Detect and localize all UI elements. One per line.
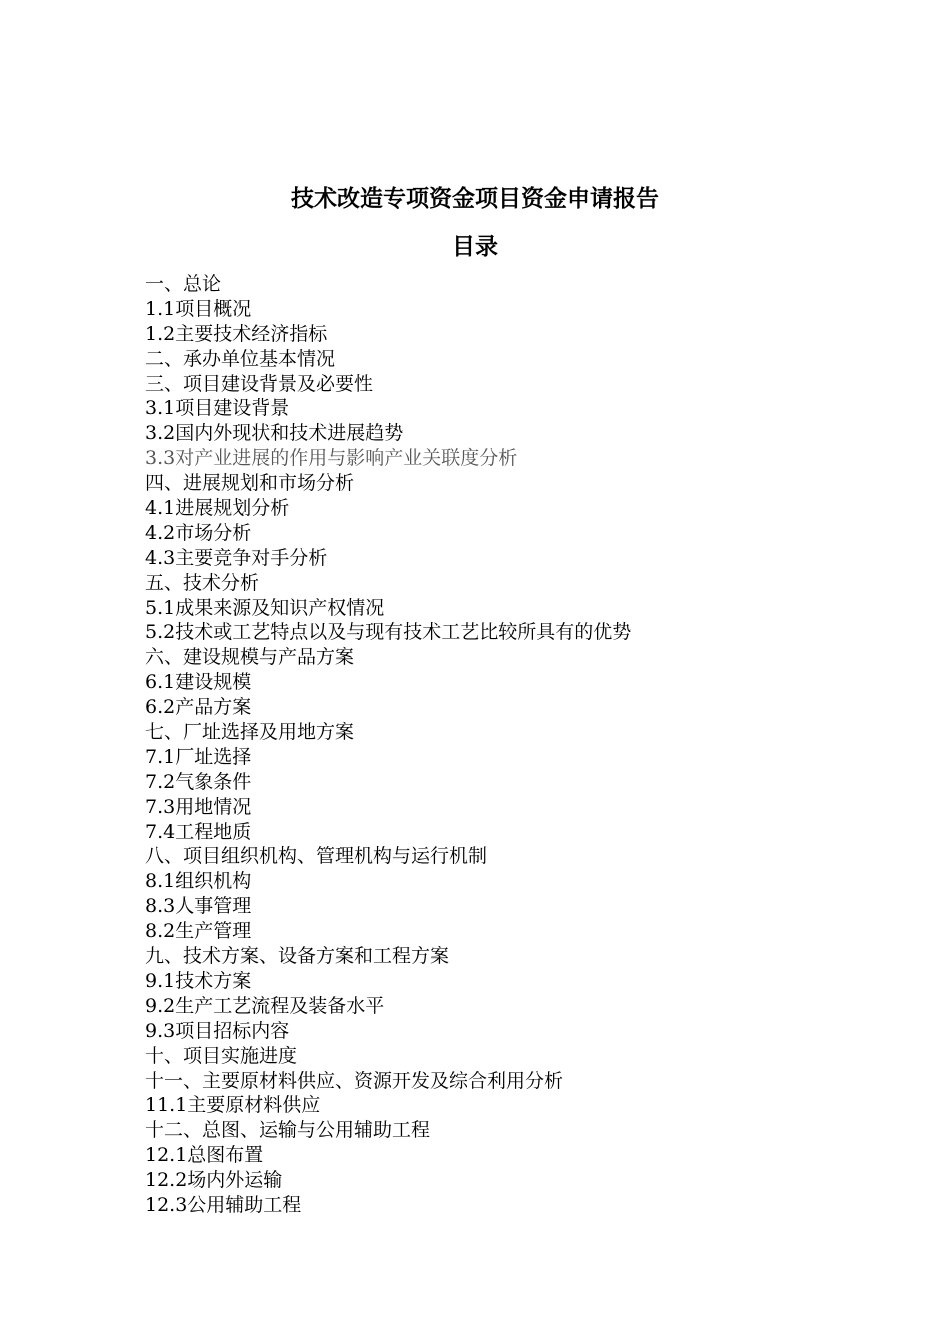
toc-item: 7.1厂址选择 xyxy=(145,745,252,768)
toc-item: 3.3对产业进展的作用与影响产业关联度分析 xyxy=(145,447,518,470)
toc-item: 二、承办单位基本情况 xyxy=(145,347,336,370)
toc-item: 四、进展规划和市场分析 xyxy=(145,472,355,495)
toc-item: 4.3主要竞争对手分析 xyxy=(145,546,328,569)
toc-item: 五、技术分析 xyxy=(145,571,260,594)
toc-item: 6.1建设规模 xyxy=(145,671,252,694)
toc-item: 1.1项目概况 xyxy=(145,297,252,320)
toc-item: 3.1项目建设背景 xyxy=(145,397,290,420)
toc-item: 十一、主要原材料供应、资源开发及综合利用分析 xyxy=(145,1069,564,1092)
toc-item: 3.2国内外现状和技术进展趋势 xyxy=(145,422,404,445)
toc-item: 5.2技术或工艺特点以及与现有技术工艺比较所具有的优势 xyxy=(145,621,632,644)
toc-item: 8.2生产管理 xyxy=(145,920,252,943)
toc-item: 4.1进展规划分析 xyxy=(145,497,290,520)
toc-item: 1.2主要技术经济指标 xyxy=(145,322,328,345)
toc-item: 5.1成果来源及知识产权情况 xyxy=(145,596,385,619)
toc-item: 9.3项目招标内容 xyxy=(145,1019,290,1042)
toc-item: 4.2市场分析 xyxy=(145,521,252,544)
toc-item: 一、总论 xyxy=(145,273,222,295)
toc-item: 7.4工程地质 xyxy=(145,820,252,843)
toc-item: 12.2场内外运输 xyxy=(145,1169,283,1192)
toc-item: 三、项目建设背景及必要性 xyxy=(145,372,374,395)
toc-item: 12.3公用辅助工程 xyxy=(145,1193,302,1216)
toc-item: 八、项目组织机构、管理机构与运行机制 xyxy=(145,845,488,868)
toc-item: 11.1主要原材料供应 xyxy=(145,1094,321,1117)
toc-item: 9.2生产工艺流程及装备水平 xyxy=(145,994,385,1017)
toc-item: 6.2产品方案 xyxy=(145,696,252,719)
toc-item: 9.1技术方案 xyxy=(145,969,252,992)
toc-item: 8.3人事管理 xyxy=(145,895,252,918)
toc-item: 7.2气象条件 xyxy=(145,770,252,793)
toc-item: 7.3用地情况 xyxy=(145,795,252,818)
toc-item: 七、厂址选择及用地方案 xyxy=(145,721,355,744)
toc-item: 九、技术方案、设备方案和工程方案 xyxy=(145,945,450,968)
toc-item: 12.1总图布置 xyxy=(145,1144,264,1167)
toc-item: 六、建设规模与产品方案 xyxy=(145,646,355,669)
toc-item: 8.1组织机构 xyxy=(145,870,252,893)
toc-heading: 目录 xyxy=(452,233,498,260)
toc-item: 十二、总图、运输与公用辅助工程 xyxy=(145,1119,431,1142)
document-title: 技术改造专项资金项目资金申请报告 xyxy=(291,185,659,212)
toc-item: 十、项目实施进度 xyxy=(145,1044,298,1067)
table-of-contents xyxy=(145,272,865,1218)
